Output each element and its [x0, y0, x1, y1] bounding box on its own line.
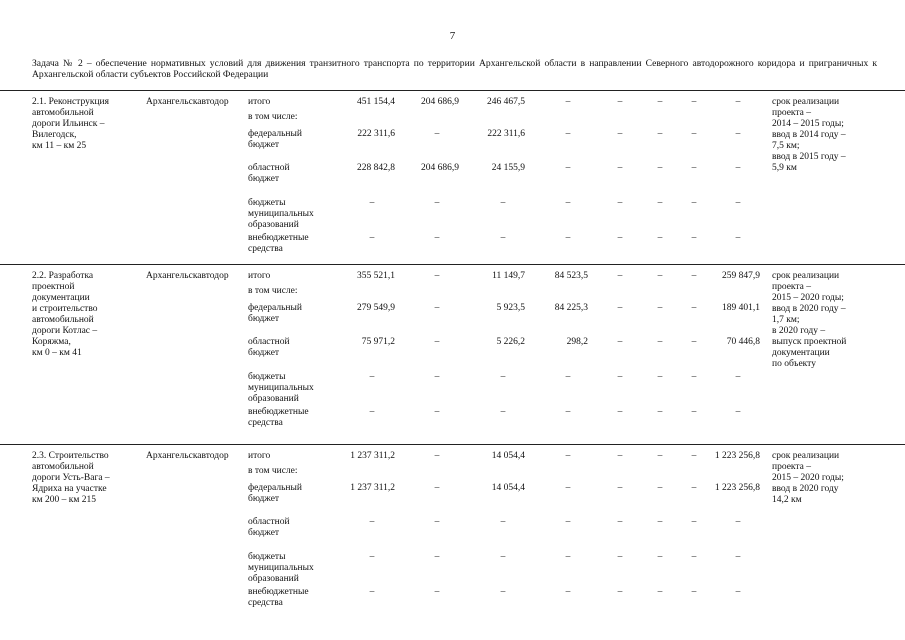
- value-dash: –: [617, 451, 623, 461]
- funding-source-label: бюджет: [248, 528, 280, 538]
- value-dash: –: [691, 97, 697, 107]
- executor: Архангельскавтодор: [146, 97, 229, 107]
- value-cell: 14 054,4: [491, 451, 525, 461]
- value-cell: 1 237 311,2: [350, 451, 395, 461]
- value-dash: –: [617, 372, 623, 382]
- value-dash: –: [657, 483, 663, 493]
- value-cell: 204 686,9: [421, 163, 459, 173]
- executor: Архангельскавтодор: [146, 451, 229, 461]
- value-dash: –: [617, 198, 623, 208]
- value-dash: –: [617, 233, 623, 243]
- note-line: 7,5 км;: [772, 141, 800, 151]
- funding-source-label: образований: [248, 220, 299, 230]
- value-dash: –: [434, 451, 440, 461]
- funding-source-label: внебюджетные: [248, 233, 309, 243]
- funding-source-label: бюджет: [248, 348, 280, 358]
- note-line: 2015 – 2020 годы;: [772, 293, 844, 303]
- item-name-line: Коряжма,: [32, 337, 71, 347]
- value-cell: 84 225,3: [554, 303, 588, 313]
- value-cell: 259 847,9: [722, 271, 760, 281]
- value-dash: –: [369, 372, 375, 382]
- note-line: ввод в 2015 году –: [772, 152, 846, 162]
- value-dash: –: [565, 372, 571, 382]
- value-dash: –: [691, 587, 697, 597]
- value-cell: 189 401,1: [722, 303, 760, 313]
- value-dash: –: [434, 407, 440, 417]
- value-cell: 451 154,4: [357, 97, 395, 107]
- value-dash: –: [691, 552, 697, 562]
- item-name-line: Вилегодск,: [32, 130, 77, 140]
- funding-source-label: муниципальных: [248, 563, 314, 573]
- item-name-line: и строительство: [32, 304, 98, 314]
- note-line: ввод в 2014 году –: [772, 130, 846, 140]
- value-dash: –: [617, 552, 623, 562]
- value-dash: –: [434, 517, 440, 527]
- value-cell: 355 521,1: [357, 271, 395, 281]
- value-cell: 11 149,7: [492, 271, 525, 281]
- value-dash: –: [735, 372, 741, 382]
- funding-source-label: итого: [248, 451, 271, 461]
- table-block: [0, 444, 905, 608]
- value-dash: –: [691, 271, 697, 281]
- value-dash: –: [691, 129, 697, 139]
- value-dash: –: [657, 587, 663, 597]
- value-dash: –: [565, 483, 571, 493]
- value-cell: 1 223 256,8: [714, 483, 760, 493]
- value-cell: 246 467,5: [487, 97, 525, 107]
- value-dash: –: [657, 163, 663, 173]
- value-dash: –: [617, 483, 623, 493]
- item-name-line: 2.1. Реконструкция: [32, 97, 109, 107]
- value-dash: –: [434, 198, 440, 208]
- value-dash: –: [691, 483, 697, 493]
- funding-source-label: бюджеты: [248, 372, 286, 382]
- note-line: срок реализации: [772, 271, 840, 281]
- value-dash: –: [617, 129, 623, 139]
- note-line: ввод в 2020 году –: [772, 304, 846, 314]
- value-dash: –: [565, 198, 571, 208]
- page-number: 7: [449, 30, 456, 42]
- value-dash: –: [434, 271, 440, 281]
- value-dash: –: [735, 552, 741, 562]
- funding-source-label: средства: [248, 598, 283, 608]
- funding-source-label: муниципальных: [248, 209, 314, 219]
- value-dash: –: [617, 337, 623, 347]
- value-dash: –: [657, 451, 663, 461]
- value-dash: –: [735, 517, 741, 527]
- funding-source-label: бюджет: [248, 140, 280, 150]
- value-dash: –: [657, 517, 663, 527]
- funding-source-label: федеральный: [248, 129, 302, 139]
- item-name-line: автомобильной: [32, 315, 94, 325]
- value-dash: –: [500, 198, 506, 208]
- note-line: 2015 – 2020 годы;: [772, 473, 844, 483]
- item-name-line: км 11 – км 25: [32, 141, 87, 151]
- item-name-line: 2.3. Строительство: [32, 451, 109, 461]
- funding-source-label: бюджет: [248, 174, 280, 184]
- note-line: выпуск проектной: [772, 337, 847, 347]
- value-dash: –: [434, 587, 440, 597]
- value-dash: –: [657, 407, 663, 417]
- value-dash: –: [565, 97, 571, 107]
- value-dash: –: [735, 129, 741, 139]
- value-dash: –: [691, 517, 697, 527]
- value-dash: –: [617, 517, 623, 527]
- funding-source-label: бюджеты: [248, 552, 286, 562]
- value-dash: –: [691, 198, 697, 208]
- item-name-line: документации: [32, 293, 90, 303]
- value-dash: –: [735, 97, 741, 107]
- value-dash: –: [434, 483, 440, 493]
- value-dash: –: [691, 451, 697, 461]
- value-dash: –: [657, 97, 663, 107]
- value-dash: –: [565, 552, 571, 562]
- value-dash: –: [434, 233, 440, 243]
- value-dash: –: [369, 198, 375, 208]
- value-dash: –: [657, 372, 663, 382]
- value-cell: 84 523,5: [554, 271, 588, 281]
- value-dash: –: [500, 407, 506, 417]
- funding-source-label: федеральный: [248, 483, 302, 493]
- item-name-line: проектной: [32, 282, 75, 292]
- value-dash: –: [657, 552, 663, 562]
- note-line: проекта –: [772, 462, 812, 472]
- value-dash: –: [657, 233, 663, 243]
- value-cell: 1 237 311,2: [350, 483, 395, 493]
- note-line: 5,9 км: [772, 163, 797, 173]
- value-dash: –: [369, 552, 375, 562]
- value-cell: 222 311,6: [357, 129, 395, 139]
- value-cell: 5 226,2: [496, 337, 525, 347]
- item-name-line: км 0 – км 41: [32, 348, 82, 358]
- value-dash: –: [500, 552, 506, 562]
- executor: Архангельскавтодор: [146, 271, 229, 281]
- funding-source-label: областной: [248, 163, 290, 173]
- funding-source-label: муниципальных: [248, 383, 314, 393]
- item-name-line: Ядриха на участке: [32, 484, 107, 494]
- value-cell: 14 054,4: [491, 483, 525, 493]
- value-dash: –: [735, 587, 741, 597]
- value-dash: –: [691, 233, 697, 243]
- value-cell: 204 686,9: [421, 97, 459, 107]
- value-dash: –: [735, 233, 741, 243]
- table-block: [0, 264, 905, 428]
- value-dash: –: [617, 163, 623, 173]
- value-cell: 222 311,6: [487, 129, 525, 139]
- note-line: 1,7 км;: [772, 315, 800, 325]
- value-dash: –: [691, 337, 697, 347]
- value-dash: –: [369, 233, 375, 243]
- note-line: проекта –: [772, 108, 812, 118]
- value-dash: –: [657, 303, 663, 313]
- funding-source-label: федеральный: [248, 303, 302, 313]
- value-dash: –: [657, 271, 663, 281]
- value-dash: –: [434, 129, 440, 139]
- item-name-line: 2.2. Разработка: [32, 271, 94, 281]
- value-dash: –: [500, 587, 506, 597]
- funding-source-label: итого: [248, 97, 271, 107]
- value-dash: –: [500, 372, 506, 382]
- funding-source-label: бюджеты: [248, 198, 286, 208]
- value-cell: 5 923,5: [496, 303, 525, 313]
- value-dash: –: [565, 451, 571, 461]
- value-dash: –: [565, 407, 571, 417]
- value-dash: –: [434, 552, 440, 562]
- value-dash: –: [500, 233, 506, 243]
- funding-source-label: средства: [248, 244, 283, 254]
- value-dash: –: [617, 271, 623, 281]
- value-dash: –: [369, 407, 375, 417]
- value-cell: 75 971,2: [361, 337, 395, 347]
- value-dash: –: [691, 163, 697, 173]
- value-dash: –: [565, 129, 571, 139]
- funding-source-label: в том числе:: [248, 466, 298, 476]
- funding-source-label: бюджет: [248, 494, 280, 504]
- value-dash: –: [691, 372, 697, 382]
- value-dash: –: [369, 587, 375, 597]
- item-name-line: дороги Усть-Вага –: [32, 473, 110, 483]
- value-dash: –: [500, 517, 506, 527]
- item-name-line: км 200 – км 215: [32, 495, 97, 505]
- value-dash: –: [735, 198, 741, 208]
- value-dash: –: [657, 337, 663, 347]
- value-dash: –: [617, 97, 623, 107]
- funding-source-label: средства: [248, 418, 283, 428]
- note-line: в 2020 году –: [772, 326, 826, 336]
- funding-source-label: внебюджетные: [248, 587, 309, 597]
- value-cell: 228 842,8: [357, 163, 395, 173]
- value-dash: –: [565, 233, 571, 243]
- value-dash: –: [735, 163, 741, 173]
- note-line: срок реализации: [772, 97, 840, 107]
- funding-source-label: в том числе:: [248, 286, 298, 296]
- value-dash: –: [735, 407, 741, 417]
- funding-source-label: областной: [248, 337, 290, 347]
- value-cell: 279 549,9: [357, 303, 395, 313]
- note-line: проекта –: [772, 282, 812, 292]
- funding-source-label: итого: [248, 271, 271, 281]
- value-dash: –: [617, 303, 623, 313]
- value-cell: 70 446,8: [726, 337, 760, 347]
- value-dash: –: [434, 372, 440, 382]
- value-dash: –: [565, 517, 571, 527]
- value-dash: –: [565, 163, 571, 173]
- funding-source-label: в том числе:: [248, 112, 298, 122]
- value-dash: –: [434, 337, 440, 347]
- funding-source-label: образований: [248, 394, 299, 404]
- item-name-line: автомобильной: [32, 108, 94, 118]
- funding-source-label: образований: [248, 574, 299, 584]
- note-line: 2014 – 2015 годы;: [772, 119, 844, 129]
- value-cell: 298,2: [566, 337, 588, 347]
- value-dash: –: [434, 303, 440, 313]
- value-dash: –: [657, 129, 663, 139]
- table-block: [0, 90, 905, 254]
- value-dash: –: [369, 517, 375, 527]
- value-dash: –: [691, 407, 697, 417]
- note-line: 14,2 км: [772, 495, 802, 505]
- value-dash: –: [617, 407, 623, 417]
- item-name-line: дороги Ильинск –: [32, 119, 105, 129]
- value-cell: 24 155,9: [491, 163, 525, 173]
- note-line: документации: [772, 348, 830, 358]
- note-line: по объекту: [772, 359, 816, 369]
- funding-source-label: внебюджетные: [248, 407, 309, 417]
- note-line: срок реализации: [772, 451, 840, 461]
- value-dash: –: [657, 198, 663, 208]
- item-name-line: автомобильной: [32, 462, 94, 472]
- value-cell: 1 223 256,8: [714, 451, 760, 461]
- task-heading: Задача № 2 – обеспечение нормативных условий для движения транзитного транспорта по территории Архангельской области в направлении Северного автодорожного коридора и приграничных к Архангельской области субъектов Российской Федерации: [32, 58, 877, 80]
- value-dash: –: [565, 587, 571, 597]
- item-name-line: дороги Котлас –: [32, 326, 98, 336]
- value-dash: –: [617, 587, 623, 597]
- value-dash: –: [691, 303, 697, 313]
- funding-source-label: областной: [248, 517, 290, 527]
- funding-source-label: бюджет: [248, 314, 280, 324]
- note-line: ввод в 2020 году: [772, 484, 839, 494]
